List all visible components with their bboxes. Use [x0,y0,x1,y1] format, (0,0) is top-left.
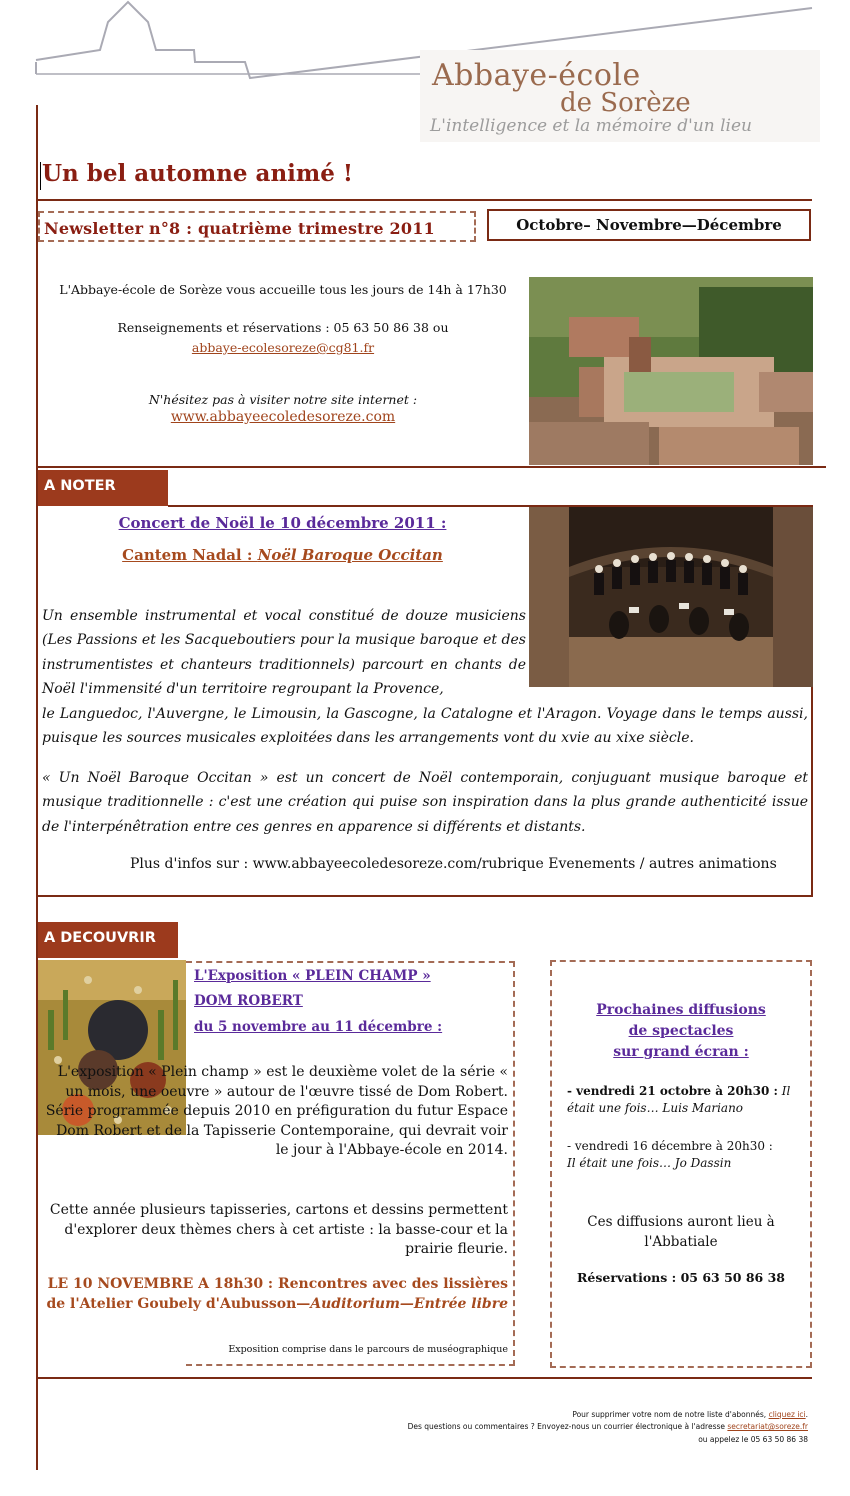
show-item-2-date: - vendredi 16 décembre à 20h30 : [567,1139,773,1153]
shows-reservations: Réservations : 05 63 50 86 38 [577,1270,785,1285]
concert-more-info: Plus d'infos sur : www.abbayeecoledesoreze.com/rubrique Evenements / autres animations [130,856,777,872]
newsletter-label: Newsletter n°8 : quatrième trimestre 2011 [44,219,435,238]
show-item-1 [567,1083,797,1117]
left-border [36,105,38,1470]
dates-label: Octobre– Novembre—Décembre [516,216,782,234]
footer-unsubscribe-text: Pour supprimer votre nom de notre liste d'abonnés, [572,1410,769,1419]
concert-subtitle [40,546,525,564]
concert-name-italic: « Un Noël Baroque Occitan » [42,770,269,786]
shows-title-line-1[interactable]: Prochaines diffusions [596,1002,766,1018]
concert-presentation [42,766,808,839]
expo-title-wrap [194,968,431,984]
contact-email-link-wrap [44,340,522,355]
expo-event-line2-prefix: de l'Atelier Goubely d'Aubusson— [46,1296,311,1312]
contact-email-link[interactable]: abbaye-ecolesoreze@cg81.fr [191,340,375,355]
expo-artist-link[interactable]: DOM ROBERT [194,993,303,1009]
shows-title-line-2[interactable]: de spectacles [628,1023,734,1039]
show-item-2 [567,1138,797,1172]
expo-dates-link[interactable]: du 5 novembre au 11 décembre : [194,1019,443,1035]
website-link[interactable]: www.abbayeecoledesoreze.com [170,409,396,425]
footer-divider [36,1377,812,1379]
contact-info: Renseignements et réservations : 05 63 50 86 38 ou [117,320,449,335]
opening-hours: L'Abbaye-école de Sorèze vous accueille tous les jours de 14h à 17h30 [59,282,507,297]
website-link-wrap [44,409,522,425]
concert-title-wrap [40,514,525,532]
footer-contact [380,1422,808,1431]
section-divider [36,466,826,468]
show-item-2-title: Il était une fois… Jo Dassin [567,1156,732,1170]
expo-event [44,1274,508,1314]
shows-title [552,1000,810,1063]
concert-description-cont-text: le Languedoc, l'Auvergne, le Limousin, la Gascogne, la Catalogne et l'Aragon. Voyage dans le temps aussi, puisque les sources musicales exploitées dans les arrangements vont du xvie au xixe siècle. [42,706,808,747]
footer-contact-text: Des questions ou commentaires ? Envoyez-nous un courrier électronique à l'adresse [407,1422,728,1431]
brand-subtitle: de Sorèze [560,88,691,118]
section-tab-a-noter: A NOTER [38,470,168,506]
brand-title: Abbaye-école [432,58,641,93]
abbey-aerial-photo [529,277,813,465]
title-divider [36,199,812,201]
expo-title-link[interactable]: L'Exposition « PLEIN CHAMP » [194,968,431,984]
concert-subtitle-italic: Noël Baroque Occitan [257,546,443,564]
expo-note: Exposition comprise dans le parcours de muséographique [228,1344,508,1355]
expo-artist-wrap [194,993,303,1009]
section-tab-a-decouvrir: A DECOUVRIR [38,922,178,958]
expo-description: L'exposition « Plein champ » est le deuxième volet de la série « un mois, une oeuvre » autour de l'œuvre tissé de Dom Robert. Série programmée depuis 2010 en préfiguration du futur Espace Dom Robert et de la Tapisserie Contemporaine, qui devrait voir le jour à l'Abbaye-école en 2014. [45,1064,508,1159]
footer-unsubscribe [380,1410,808,1419]
concert-subtitle-prefix: Cantem Nadal : [122,546,258,564]
expo-event-line2 [44,1294,508,1314]
footer-phone: ou appelez le 05 63 50 86 38 [698,1435,808,1444]
expo-event-line1: LE 10 NOVEMBRE A 18h30 : Rencontres avec des lissières [47,1276,508,1292]
shows-venue: Ces diffusions auront lieu à l'Abbatiale [587,1214,775,1250]
concert-description-cont [42,702,808,751]
text-cursor [40,162,41,190]
expo-dates-wrap [194,1019,442,1035]
brand-tagline: L'intelligence et la mémoire d'un lieu [430,116,753,136]
section-bottom-rule [36,895,813,897]
expo-event-line2-italic: Auditorium—Entrée libre [310,1296,508,1312]
expo-themes: Cette année plusieurs tapisseries, cartons et dessins permettent d'explorer deux thèmes chers à cet artiste : la basse-cour et la prairie fleurie. [49,1202,508,1258]
footer-email-link[interactable]: secretariat@soreze.fr [727,1422,808,1431]
show-item-1-title: Il était une fois… Luis Mariano [567,1084,791,1115]
footer-unsubscribe-suffix: . [805,1410,808,1419]
shows-title-line-3[interactable]: sur grand écran : [613,1044,749,1060]
concert-presentation-text: est un concert de Noël contemporain, conjuguant musique baroque et musique traditionnelle : c'est une création qui puise son inspiration dans la plus grande authenticité issue de l'interpénêtration entre ces genres en apparence si différents et distants. [42,770,808,835]
show-item-1-date: - vendredi 21 octobre à 20h30 : [567,1084,778,1098]
page-title: Un bel automne animé ! [42,160,353,187]
unsubscribe-link[interactable]: cliquez ici [768,1410,806,1419]
concert-title-link[interactable]: Concert de Noël le 10 décembre 2011 : [118,514,447,532]
concert-description-text: Un ensemble instrumental et vocal constitué de douze musiciens (Les Passions et les Sacqueboutiers pour la musique baroque et des instrumentistes et chanteurs traditionnels) parcourt en chants de Noël l'immensité d'un territoire regroupant la Provence, [42,608,526,698]
concert-photo [529,507,813,687]
visit-prompt: N'hésitez pas à visiter notre site internet : [148,392,418,407]
concert-description [42,604,526,702]
